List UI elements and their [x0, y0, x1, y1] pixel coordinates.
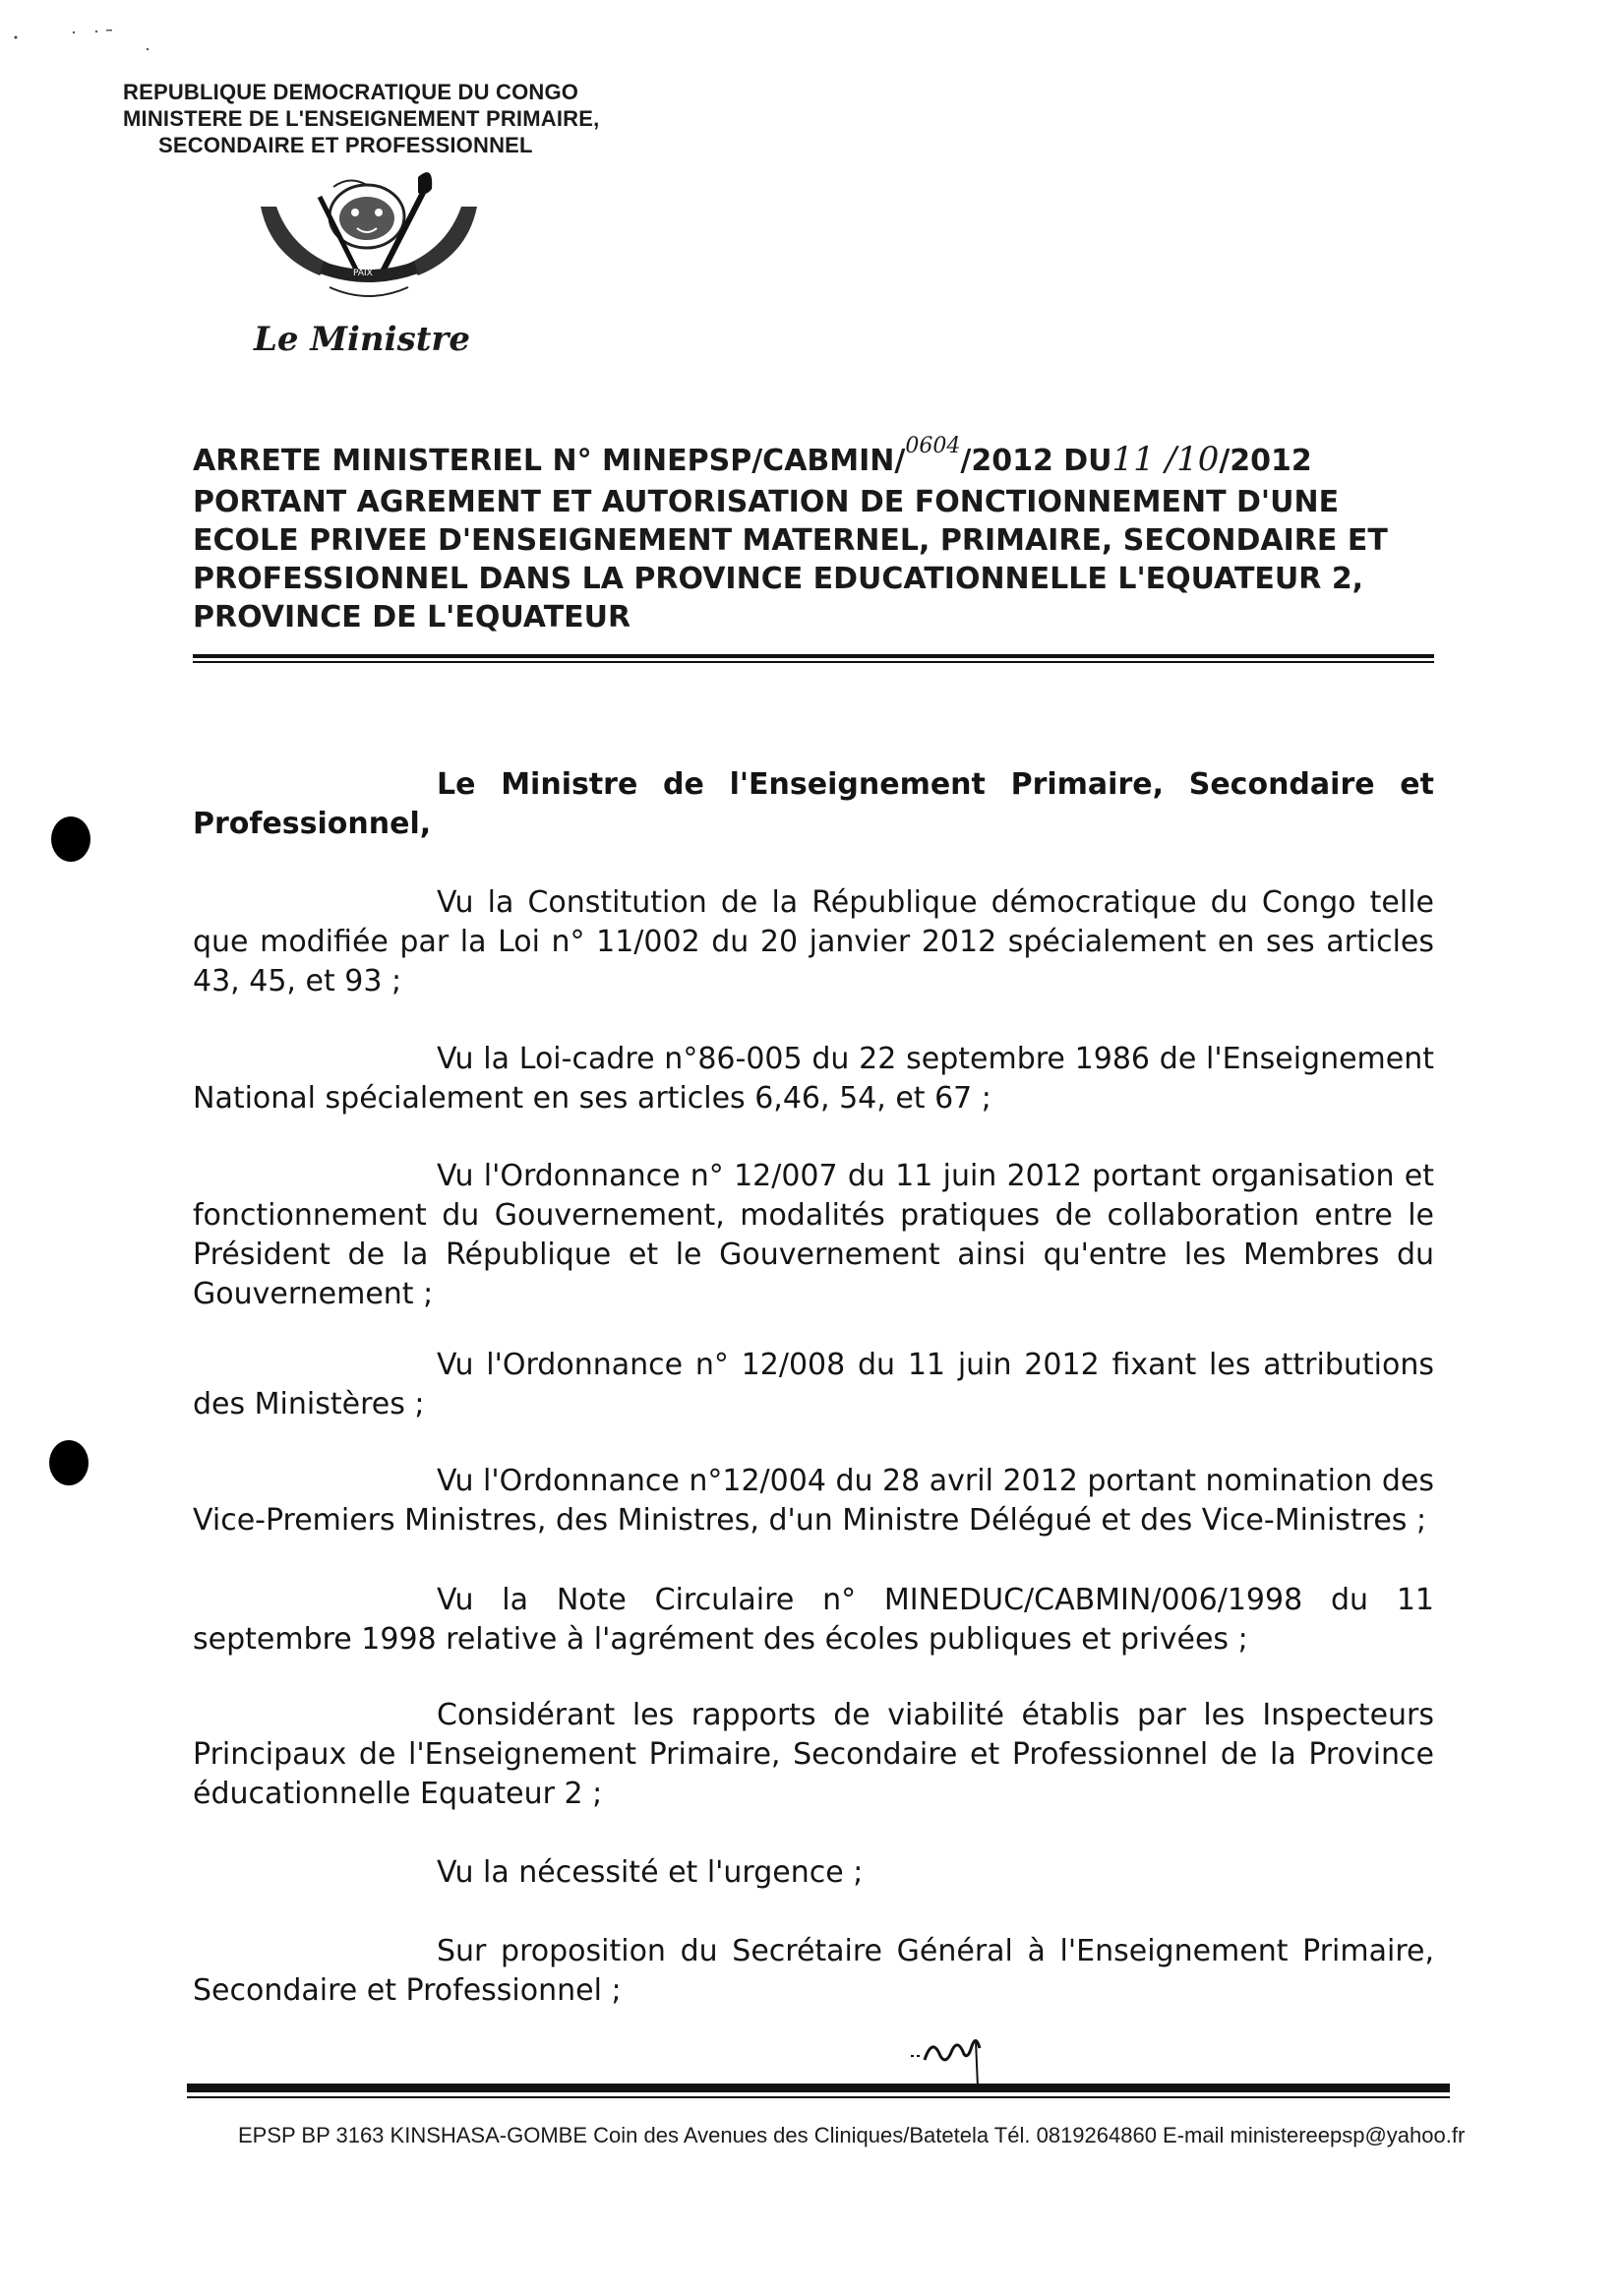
- scan-specks: [0, 0, 197, 59]
- le-ministre-signature-title: Le Ministre: [254, 320, 470, 359]
- decree-title: [193, 434, 1434, 636]
- preamble-ordonnance-attributions: Vu l'Ordonnance n° 12/008 du 11 juin 2012 fixant les attributions des Ministères ;: [193, 1348, 1434, 1421]
- footer-divider: [187, 2084, 1450, 2092]
- punch-hole: [51, 816, 90, 862]
- preamble-ordonnance-nomination: Vu l'Ordonnance n°12/004 du 28 avril 2012 portant nomination des Vice-Premiers Ministres, des Ministres, d'un Ministre Délégué et des Vice-Ministres ;: [193, 1464, 1434, 1538]
- title-line-2: PORTANT AGREMENT ET AUTORISATION DE FONCTIONNEMENT D'UNE: [193, 485, 1340, 519]
- coat-of-arms-emblem: [251, 167, 487, 315]
- footer-divider-thin: [187, 2096, 1450, 2098]
- footer-address: EPSP BP 3163 KINSHASA-GOMBE Coin des Avenues des Cliniques/Batetela Tél. 0819264860 E-mail ministereepsp@yahoo.fr: [238, 2123, 1466, 2147]
- preamble-proposition: Sur proposition du Secrétaire Général à l'Enseignement Primaire, Secondaire et Professionnel ;: [193, 1934, 1434, 2008]
- letterhead-ministry-cont: SECONDAIRE ET PROFESSIONNEL: [158, 133, 533, 157]
- decree-number-handwritten: 0604: [905, 434, 961, 458]
- punch-hole: [49, 1440, 89, 1485]
- decree-month-handwritten: 10: [1176, 440, 1220, 479]
- preamble-loi-cadre: Vu la Loi-cadre n°86-005 du 22 septembre 1986 de l'Enseignement National spécialement en ses articles 6,46, 54, et 67 ;: [193, 1042, 1434, 1116]
- letterhead: [123, 79, 599, 158]
- title-ref-prefix: ARRETE MINISTERIEL N° MINEPSP/CABMIN/: [193, 444, 906, 478]
- initials-paraph: [907, 2017, 995, 2090]
- title-line-4: PROFESSIONNEL DANS LA PROVINCE EDUCATIONNELLE L'EQUATEUR 2,: [193, 562, 1364, 596]
- title-line-1: ARRETE MINISTERIEL N° MINEPSP/CABMIN/$^{0604}$/2012 DU11 /10/2012: [193, 434, 1312, 479]
- title-line-3: ECOLE PRIVEE D'ENSEIGNEMENT MATERNEL, PRIMAIRE, SECONDAIRE ET: [193, 523, 1388, 558]
- preamble-minister: Le Ministre de l'Enseignement Primaire, Secondaire et Professionnel,: [193, 767, 1434, 841]
- letterhead-ministry: MINISTERE DE L'ENSEIGNEMENT PRIMAIRE,: [123, 106, 600, 131]
- preamble-constitution: Vu la Constitution de la République démocratique du Congo telle que modifiée par la Loi n° 11/002 du 20 janvier 2012 spécialement en ses articles 43, 45, et 93 ;: [193, 885, 1434, 998]
- seal-motto: PAIX: [353, 269, 373, 278]
- letterhead-country: REPUBLIQUE DEMOCRATIQUE DU CONGO: [123, 80, 579, 104]
- title-line-5: PROVINCE DE L'EQUATEUR: [193, 600, 631, 634]
- preamble-ordonnance-organisation: Vu l'Ordonnance n° 12/007 du 11 juin 2012 portant organisation et fonctionnement du Gouvernement, modalités pratiques de collaboration entre le Président de la République et le Gouvernement ainsi qu'entre les Membres du Gouvernement ;: [193, 1159, 1434, 1311]
- preamble-necessite: Vu la nécessité et l'urgence ;: [437, 1855, 864, 1890]
- preamble-rapports-viabilite: Considérant les rapports de viabilité établis par les Inspecteurs Principaux de l'Enseignement Primaire, Secondaire et Professionnel de la Province éducationnelle Equateur 2 ;: [193, 1698, 1434, 1811]
- decree-day-handwritten: 11: [1111, 440, 1155, 479]
- title-divider-thin: [193, 661, 1434, 663]
- title-divider: [193, 654, 1434, 658]
- preamble-note-circulaire: Vu la Note Circulaire n° MINEDUC/CABMIN/006/1998 du 11 septembre 1998 relative à l'agrément des écoles publiques et privées ;: [193, 1583, 1434, 1657]
- title-ref-year: /2012 DU: [960, 444, 1112, 478]
- title-date-year: /2012: [1219, 444, 1312, 478]
